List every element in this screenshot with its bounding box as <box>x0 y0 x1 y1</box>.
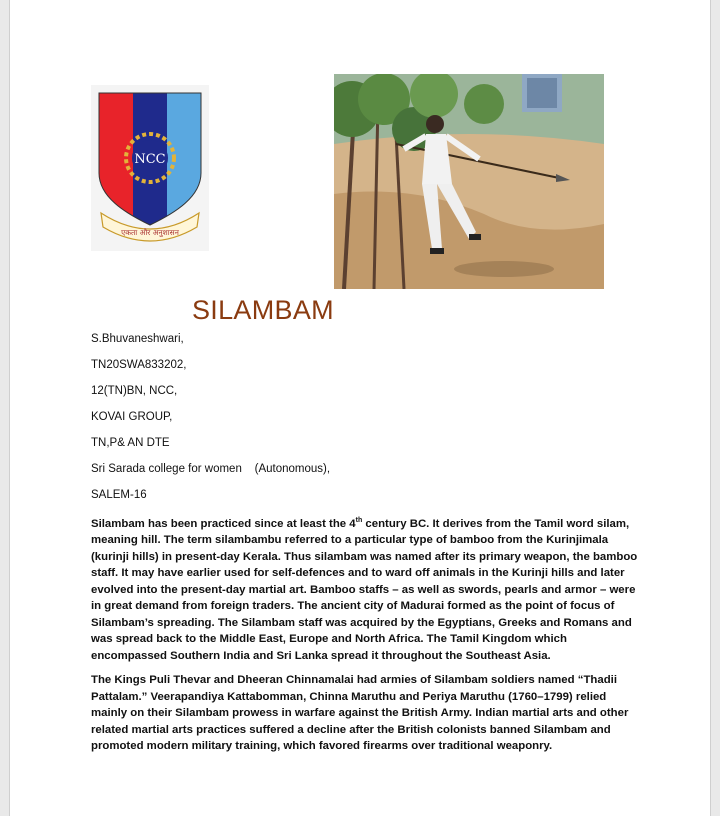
cadet-number: TN20SWA833202, <box>91 359 187 371</box>
paragraph-decline: The Kings Puli Thevar and Dheeran Chinnamalai had armies of Silambam soldiers named “Thadii Pattalam.” Veerapandiya Kattabomman, Chinna Maruthu and Periya Maruthu (1760–1799) relied mainly on their Silambam prowess in warfare against the British Army. Indian martial arts and other related martial arts practices suffered a decline after the British colonists banned Silambam and promoted modern military training, which favored firearms over traditional weaponry. <box>91 674 629 752</box>
directorate: TN,P& AN DTE <box>91 437 170 449</box>
document-page <box>9 0 711 816</box>
paragraph-history: Silambam has been practiced since at least the 4th century BC. It derives from the Tamil word silam, meaning hill. The term silambambu referred to a particular type of bamboo from the Kurinjimala (kurinji hills) in present-day Kerala. Thus silambam was named after its primary weapon, the bamboo staff. It may have earlier used for self-defences and to ward off animals in the Kurinji hills and later evolved into the present-day martial art. Bamboo staffs – as well as swords, pearls and armor – were in great demand from foreign traders. The ancient city of Madurai formed as the point of focus of Silambam’s spreading. The Silambam staff was acquired by the Egyptians, Greeks and Romans and was spread back to the Middle East, Europe and North Africa. The Tamil Kingdom which encompassed Southern India and Sri Lanka spread it throughout the Southeast Asia. <box>91 517 638 662</box>
location: SALEM-16 <box>91 489 147 501</box>
college: Sri Sarada college for women (Autonomous), <box>91 463 331 475</box>
group: KOVAI GROUP, <box>91 411 173 423</box>
document-title: SILAMBAM <box>192 295 334 325</box>
battalion: 12(TN)BN, NCC, <box>91 385 178 397</box>
ncc-logo <box>91 85 209 251</box>
author-name: S.Bhuvaneshwari, <box>91 333 184 345</box>
logo-motto: एकता और अनुशासन <box>121 228 179 237</box>
silambam-photo <box>334 74 604 289</box>
logo-text: NCC <box>134 152 166 167</box>
